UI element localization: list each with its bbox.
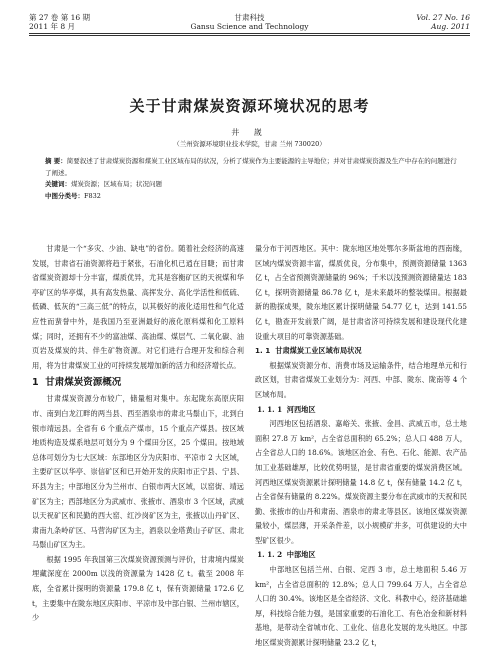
- keywords-label: 关键词：: [45, 180, 71, 188]
- section-1-1-1-title: 河西地区: [286, 404, 316, 414]
- abstract-block: [45, 156, 459, 202]
- issue-date-en-line: Aug. 2011: [431, 22, 470, 31]
- section-1-1-title: 甘肃煤炭工业区域布局状况: [275, 346, 362, 356]
- clc-number: [45, 191, 459, 203]
- section-1-1-2-heading: [255, 548, 467, 563]
- section-1-1-1-number: 1. 1. 1: [257, 404, 283, 414]
- clc-text: F832: [84, 191, 101, 200]
- header-rule-top: [29, 33, 470, 34]
- author-affiliation: （兰州资源环境职业技术学院，甘肃 兰州 730020）: [173, 140, 326, 148]
- section-1-1-heading: [255, 344, 467, 359]
- longdong-paragraph: 量分布于河西地区。其中：陇东地区地处鄂尔多斯盆地的西南缘，区域内煤炭资源丰富，煤质优良，分布集中，预测资源储量 1363 亿 t，占全省预测资源储量的 96%；千米以浅预测资源储量达 183 亿 t，探明资源储量 86.78 亿 t，是未来最坏的整装煤田。根据最新的勘探成果，陇东地区累计探明储量 54.77 亿 t，达到 141.55 亿 t，勘查开发前景广阔，是甘肃省济可持续发展和建设现代化建设重大项目的可靠资源基础。: [255, 244, 467, 341]
- left-column: [32, 242, 244, 626]
- section-1-1-2-number: 1. 1. 2: [257, 550, 283, 560]
- hexi-paragraph: 河西地区包括酒泉、嘉峪关、张掖、金昌、武威五市，总土地面积 27.8 万 km²，占全省总面积的 65.2%；总人口 488 万人，占全省总人口的 18.6%。该地区冶金、有色、石化、能源、农产品加工业基础雄厚，比较优势明显，是甘肃省重要的煤炭消费区域。河西地区煤炭资源累计探明储量 14.8 亿 t，保有储量 14.2 亿 t，占全省保有储量的 8.22%。煤炭资源主要分布在武威市的天祝和民勤、张掖市的山丹和肃南、酒泉市的肃北等县区。该地区煤炭资源量较小，煤层薄，开采条件差，以小规模矿井多，可供建设的大中型矿区很少。: [255, 419, 467, 545]
- intro-paragraph: 甘肃是一个“多灾、少油、缺电”的省份。随着社会经济的高速发展，甘肃省石油资源将趋于紧张，石油化机已逍在目睫；而甘肃省煤炭资源却十分丰富，煤质优异，尤其是容衡矿区的天祝煤和华亭矿区的华亭煤，具有高发热量、高挥发分、高化学活性和低硫、低磷、低灰的“三高三低”的特点，以其极好的液化适用性和气化适应性而蜚誉中外，是我国乃至亚洲最好的液化原料煤和化工原料煤；同时，还拥有不少的富油煤、高油煤、煤层气、二氧化碳、油页岩及煤炭的共、伴生矿物资源。对它们进行合理开发和综合利用，将为甘肃煤炭工业的可持续发展增加新的活力和经济增长点。: [32, 244, 244, 370]
- journal-name-cn: 甘肃科技: [234, 13, 265, 22]
- section-1-title: 甘肃煤炭资源概况: [45, 377, 122, 389]
- abstract-text: 简要叙述了甘肃煤炭资源和煤炭工业区域布局的状况，分析了煤炭作为主要能源的主导地位；并对甘肃煤炭资源及生产中存在的问题进行了阐述。: [45, 157, 457, 177]
- reserves-paragraph: 根据 1995 年我国第三次煤炭资源预测与评价，甘肃境内煤炭埋藏深度在 2000m 以浅的资源量为 1428 亿 t。截至 2008 年底，全省累计探明的资源量 179.8 亿 t，保有资源储量 172.6 亿 t，主要集中在陇东地区庆阳市、平凉市及中部白银、兰州市辖区，少: [32, 554, 244, 623]
- article-title: 关于甘肃煤炭资源环境状况的思考: [129, 97, 370, 115]
- distribution-paragraph: 甘肃煤炭资源分布较广，储量相对集中。东起陇东高原庆阳市、南到白龙江畔的两当县、西至酒泉市的肃北马鬃山下，北到白银市靖远县。全省有 6 个重点产煤市，15 个重点产煤县。按区域地质构造及煤系地层可划分为 9 个煤田分区，25 个煤田。按地域总体可划分为七大区域：东部地区分为庆阳市、平凉市 2 大区域，主要矿区以华亭、崇信矿区和已开始开发的庆阳市正宁县、宁县、环县为主；中部地区分为兰州市、白银市两大区域，以窑街、靖远矿区为主；西部地区分为武威市、张掖市、酒泉市 3 个区域，武威以天祝矿区和民勤的西大窑、红沙岗矿区为主，张掖以山丹矿区、肃南九条岭矿区、马营沟矿区为主，酒泉以金塔黄山子矿区、肃北马鬃山矿区为主。: [32, 394, 244, 550]
- volume-issue-en-line: Vol. 27 No. 16: [416, 13, 470, 22]
- abstract: [45, 156, 459, 179]
- section-1-number: 1: [32, 377, 39, 389]
- clc-label: 中图分类号：: [45, 191, 84, 200]
- volume-issue-en: [416, 13, 470, 31]
- section-1-1-2-title: 中部地区: [286, 550, 316, 560]
- author-name: 井 嵗: [231, 128, 268, 137]
- section-1-1-1-heading: [255, 403, 467, 418]
- layout-paragraph: 根据煤炭资源分布、消费市场及运输条件，结合地理单元和行政区划，甘肃省煤炭工业划分为：河西、中部、陇东、陇南等 4 个区域布局。: [255, 360, 467, 399]
- section-1-1-number: 1. 1: [255, 346, 271, 356]
- volume-issue-line: 第 27 卷 第 16 期: [29, 13, 91, 22]
- keywords: [45, 179, 459, 191]
- issue-date-line: 2011 年 8 月: [29, 22, 76, 31]
- header-rule-bottom: [29, 35, 470, 36]
- journal-name-en: Gansu Science and Technology: [190, 22, 309, 31]
- abstract-label: 摘 要：: [45, 157, 67, 165]
- keywords-text: 煤炭资源；区域布局；状况问题: [71, 180, 162, 188]
- right-column: [255, 242, 467, 651]
- section-1-heading: [32, 375, 244, 390]
- central-paragraph: 中部地区包括兰州、白银、定西 3 市，总土地面积 5.46 万 km²，占全省总面积的 12.8%；总人口 799.64 万人，占全省总人口的 30.4%。该地区是全省经济、文化、科教中心，经济基础雄厚，科技综合能力强，是国家重要的石油化工、有色冶金和新材料基地，是带动全省城市化、工业化、信息化发展的龙头地区。中部地区煤炭资源累计探明储量 23.2 亿 t，: [255, 565, 467, 648]
